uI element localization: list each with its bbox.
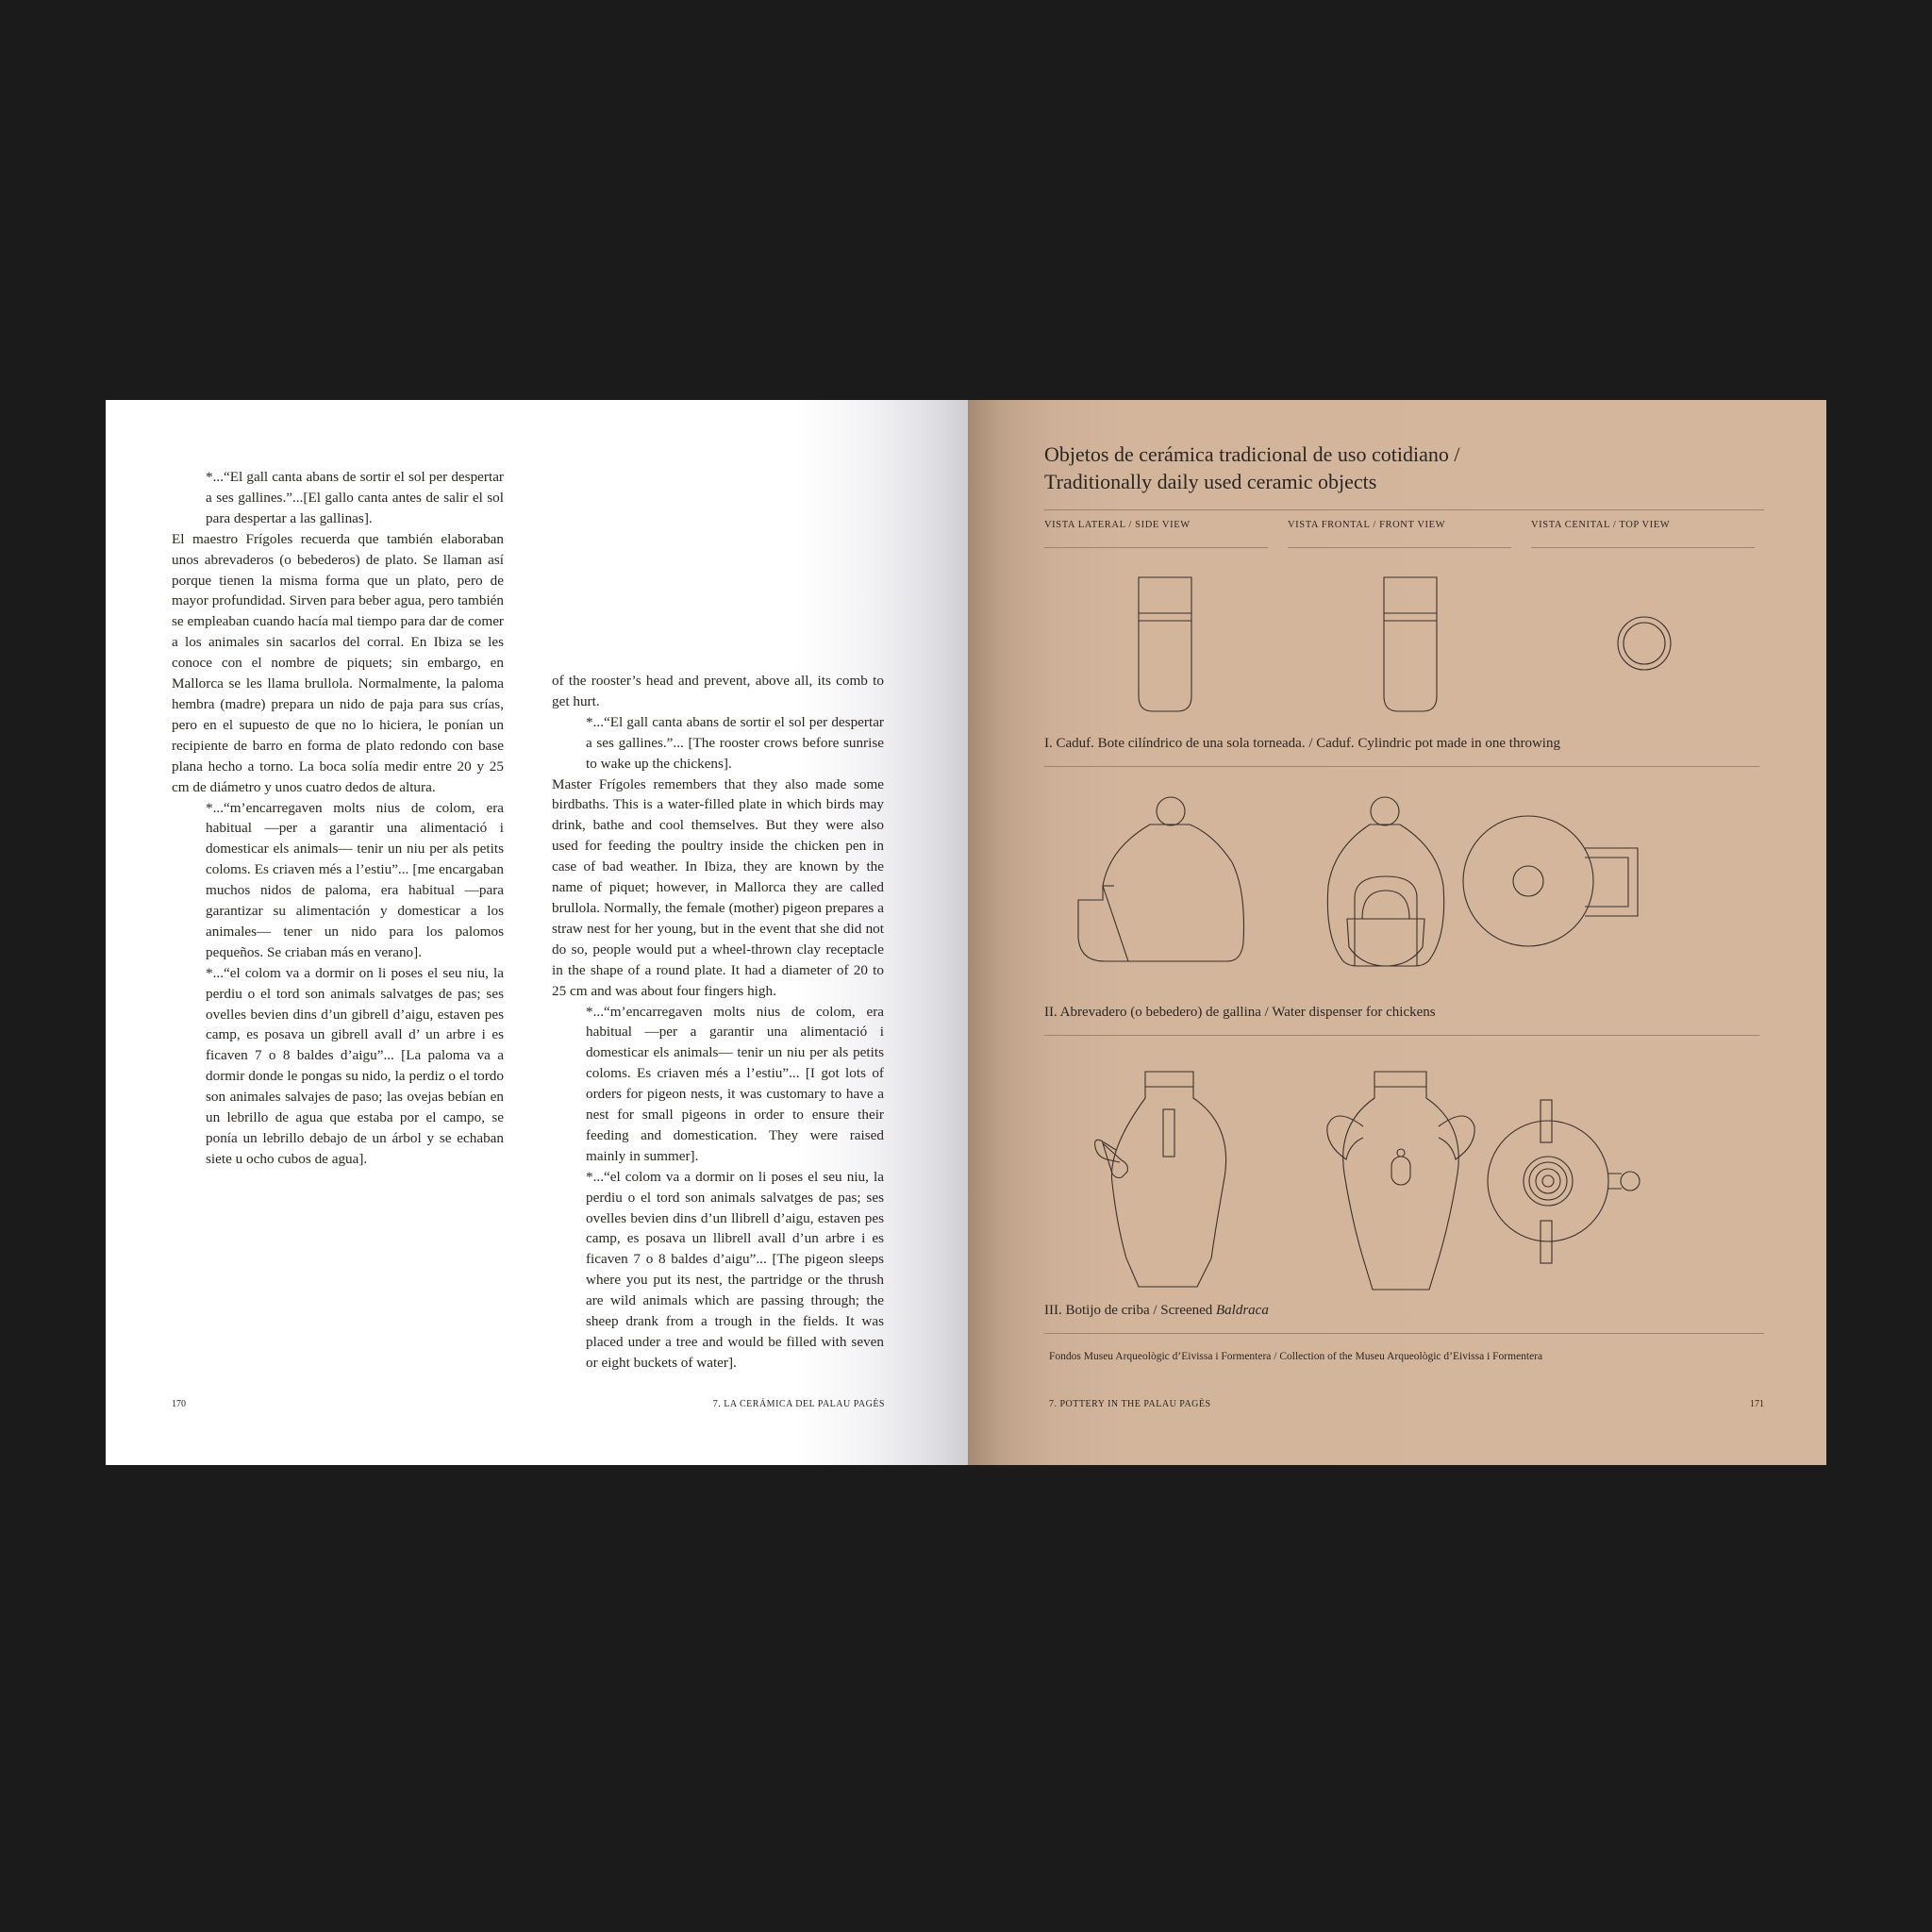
botijo-side-view-drawing — [1093, 1070, 1235, 1291]
caduf-top-view-drawing — [1615, 614, 1674, 673]
collection-credits: Fondos Museu Arqueològic d’Eivissa i Formentera / Collection of the Museu Arqueològic d’Eivissa i Formentera — [1049, 1351, 1543, 1362]
left-page — [106, 400, 968, 1465]
divider — [1044, 509, 1764, 510]
page-title — [1044, 441, 1610, 495]
divider — [1044, 1333, 1764, 1334]
divider — [1044, 766, 1759, 767]
body-paragraph: Master Frígoles remembers that they also made some birdbaths. This is a water-filled plate in which birds may drink, bathe and cool themselves. But they were also used for feeding the poultry inside the chicken pen in case of bad weather. In Ibiza, they are known by the name of piquet; however, in Mallorca they are called brullola. Normally, the female (mother) pigeon prepares a straw nest for her young, but in the event that she did not do so, people would put a wheel-thrown clay receptacle in the shape of a round plate. It had a diameter of 20 to 25 cm and was about four fingers high. — [552, 775, 884, 999]
page-number-right: 171 — [1750, 1399, 1764, 1409]
text-column-1 — [172, 467, 504, 1170]
botijo-front-view-drawing — [1325, 1070, 1476, 1291]
caduf-front-view-drawing — [1383, 575, 1440, 713]
book-spread — [106, 400, 1826, 1465]
quote-paragraph: *...“m’encarregaven molts nius de colom, era habitual —per a garantir una alimentació i domesticar els animals— tenir un niu per als petits coloms. Es criaven més a l’estiu”... [me encargaban muchos nidos de paloma, era habitual —para garantizar su alimentación y domesticar a los animales— tener un nido para los palomos pequeños. Se criaban más en verano]. — [206, 799, 504, 960]
page-number-left: 170 — [172, 1399, 186, 1409]
right-page — [968, 400, 1826, 1465]
dispenser-front-view-drawing — [1315, 796, 1457, 968]
botijo-top-view-drawing — [1473, 1098, 1647, 1268]
divider — [1044, 1035, 1759, 1036]
divider — [1531, 547, 1755, 548]
divider — [1288, 547, 1511, 548]
quote-paragraph: *...“m’encarregaven molts nius de colom, era habitual —per a garantir una alimentació i domesticar els animals— tenir un niu per als petits coloms. Es criaven més a l’estiu”... [I got lots of orders for pigeon nests, it was customary to have a nest for small pigeons in order to ensure their feeding and domestication. They were raised mainly in summer]. — [586, 1003, 884, 1164]
text-column-2 — [552, 671, 884, 1374]
divider — [1044, 547, 1268, 548]
body-paragraph: El maestro Frígoles recuerda que también elaboraban unos abrevaderos (o bebederos) de plato. Se llaman así porque tienen la misma forma que un plato, pero de mayor profundidad. Sirven para beber agua, pero también se empleaban cuando hacía mal tiempo para dar de comer a los animales sin sacarlos del corral. En Ibiza se les conoce con el nombre de piquets; sin embargo, en Mallorca se les llama brullola. Normalmente, la paloma hembra (madre) prepara un nido de paja para sus crías, pero en el supuesto de que no lo hiciera, le ponían un recipiente de barro en forma de plato redondo con base plana hecho a torno. La boca solía medir entre 20 y 25 cm de diámetro y unos cuatro dedos de altura. — [172, 530, 504, 795]
dispenser-top-view-drawing — [1462, 815, 1660, 957]
title-line-1: Objetos de cerámica tradicional de uso cotidiano / — [1044, 442, 1460, 466]
title-line-2: Traditionally daily used ceramic objects — [1044, 470, 1377, 493]
view-heading-front: VISTA FRONTAL / FRONT VIEW — [1288, 520, 1446, 530]
quote-paragraph: *...“el colom va a dormir on li poses el seu niu, la perdiu o el tord son animals salvatges de pas; ses ovelles bevien dins d’un llibrell d’aigu, estaven pes camp, es posava un llibrell avall d’un arbre i es ficaven 7 o 8 baldes d’aigu”... [The pigeon sleeps where you put its nest, the partridge or the thrush are wild animals which are passing through; the sheep drank from a trough in the fields. It was placed under a tree and would be filled with seven or eight buckets of water]. — [586, 1168, 884, 1371]
caption-item-2: II. Abrevadero (o bebedero) de gallina / Water dispenser for chickens — [1044, 1005, 1436, 1020]
running-head-left: 7. LA CERÁMICA DEL PALAU PAGÈS — [712, 1399, 885, 1409]
view-heading-side: VISTA LATERAL / SIDE VIEW — [1044, 520, 1191, 530]
quote-paragraph: *...“El gall canta abans de sortir el sol per despertar a ses gallines.”...[El gallo canta antes de salir el sol para despertar a las gallinas]. — [206, 469, 504, 526]
quote-paragraph: *...“el colom va a dormir on li poses el seu niu, la perdiu o el tord son animals salvatges de pas; ses ovelles bevien dins d’un gibrell d’aigu, estaven pes camp, es posava un gibrell avall d’ un arbre i es ficaven 7 o 8 baldes d’aigu”... [La paloma va a dormir donde le pongas su nido, la perdiz o el tordo son animales salvajes de paso; las ovejas bebían en un lebrillo de agua que estaba por el campo, se ponía un lebrillo debajo de un árbol y se echaban siete u ocho cubos de agua]. — [206, 964, 504, 1167]
caption-item-3: III. Botijo de criba / Screened Baldraca — [1044, 1303, 1269, 1318]
quote-paragraph: *...“El gall canta abans de sortir el sol per despertar a ses gallines.”... [The rooster crows before sunrise to wake up the chickens]. — [586, 713, 884, 772]
caduf-side-view-drawing — [1138, 575, 1194, 713]
dispenser-side-view-drawing — [1076, 796, 1256, 966]
caption-item-1: I. Caduf. Bote cilíndrico de una sola torneada. / Caduf. Cylindric pot made in one throwing — [1044, 736, 1560, 751]
running-head-right: 7. POTTERY IN THE PALAU PAGÈS — [1049, 1399, 1211, 1409]
view-heading-top: VISTA CENITAL / TOP VIEW — [1531, 520, 1671, 530]
body-paragraph: of the rooster’s head and prevent, above all, its comb to get hurt. — [552, 673, 884, 709]
